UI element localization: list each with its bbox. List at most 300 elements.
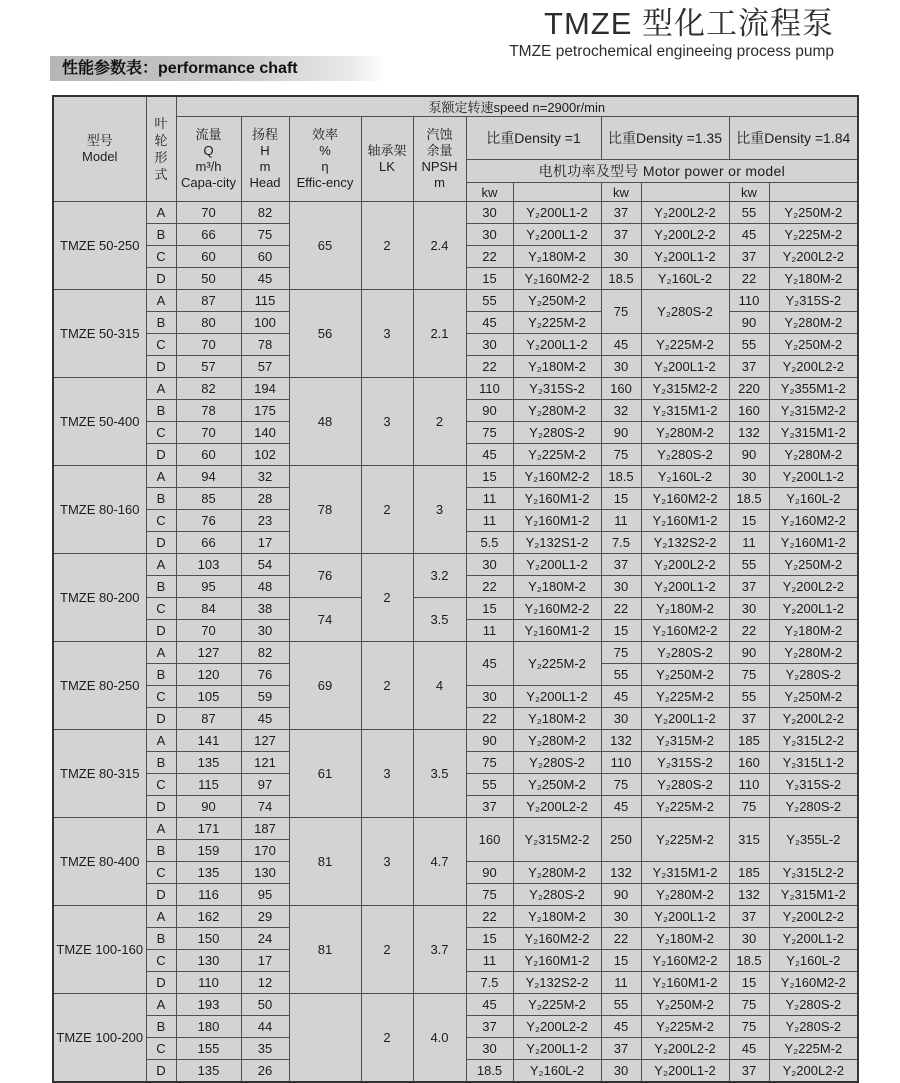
impeller-cell: D (146, 356, 176, 378)
motor-kw-cell: 22 (466, 246, 513, 268)
impeller-cell: C (146, 862, 176, 884)
flow-cell: 70 (176, 334, 241, 356)
motor-kw-cell: 55 (466, 774, 513, 796)
impeller-cell: A (146, 994, 176, 1016)
motor-model-cell: Y₂250M-2 (513, 774, 601, 796)
motor-kw-cell: 18.5 (466, 1060, 513, 1083)
motor-kw-cell: 75 (729, 994, 769, 1016)
impeller-cell: B (146, 400, 176, 422)
impeller-cell: A (146, 290, 176, 312)
motor-model-cell: Y₂315M2-2 (769, 400, 858, 422)
head-cell: 12 (241, 972, 289, 994)
impeller-cell: B (146, 752, 176, 774)
motor-kw-cell: 18.5 (601, 268, 641, 290)
header-rated-speed: 泵额定转速speed n=2900r/min (176, 96, 858, 117)
motor-model-cell: Y₂160L-2 (513, 1060, 601, 1083)
performance-table (52, 95, 859, 1083)
motor-model-cell: Y₂280M-2 (513, 400, 601, 422)
table-row (53, 818, 858, 840)
motor-model-cell: Y₂200L2-2 (641, 202, 729, 224)
impeller-cell: C (146, 1038, 176, 1060)
head-cell: 26 (241, 1060, 289, 1083)
motor-model-cell: Y₂280S-2 (769, 994, 858, 1016)
motor-kw-cell: 22 (729, 268, 769, 290)
flow-cell: 70 (176, 620, 241, 642)
table-row (53, 906, 858, 928)
motor-model-cell: Y₂200L2-2 (513, 796, 601, 818)
impeller-cell: B (146, 1016, 176, 1038)
head-cell: 115 (241, 290, 289, 312)
impeller-cell: A (146, 378, 176, 400)
motor-kw-cell: 11 (601, 510, 641, 532)
motor-model-cell: Y₂315M2-2 (641, 378, 729, 400)
motor-kw-cell: 18.5 (729, 488, 769, 510)
table-row (53, 994, 858, 1016)
head-cell: 45 (241, 268, 289, 290)
head-cell: 82 (241, 202, 289, 224)
flow-cell: 78 (176, 400, 241, 422)
motor-kw-cell: 11 (466, 510, 513, 532)
motor-kw-cell: 30 (466, 334, 513, 356)
head-cell: 194 (241, 378, 289, 400)
motor-model-cell: Y₂160M2-2 (769, 510, 858, 532)
motor-model-cell: Y₂250M-2 (769, 334, 858, 356)
flow-cell: 95 (176, 576, 241, 598)
lk-cell: 3 (361, 290, 413, 378)
lk-cell: 2 (361, 466, 413, 554)
flow-cell: 115 (176, 774, 241, 796)
npsh-cell: 2 (413, 378, 466, 466)
motor-kw-cell: 15 (601, 950, 641, 972)
impeller-cell: C (146, 950, 176, 972)
section-label-zh: 性能参数表： (62, 60, 159, 77)
title-chinese: TMZE 型化工流程泵 (544, 6, 834, 41)
head-cell: 59 (241, 686, 289, 708)
motor-model-cell: Y₂200L1-2 (641, 906, 729, 928)
motor-model-cell: Y₂200L1-2 (641, 576, 729, 598)
flow-cell: 66 (176, 532, 241, 554)
motor-kw-cell: 37 (601, 224, 641, 246)
impeller-cell: C (146, 598, 176, 620)
npsh-cell: 3.5 (413, 730, 466, 818)
motor-kw-cell: 37 (729, 906, 769, 928)
motor-model-cell: Y₂180M-2 (513, 356, 601, 378)
header-head: 扬程 H m Head (241, 117, 289, 202)
motor-kw-cell: 160 (729, 752, 769, 774)
motor-kw-cell: 220 (729, 378, 769, 400)
head-cell: 35 (241, 1038, 289, 1060)
motor-kw-cell: 37 (729, 576, 769, 598)
motor-model-cell: Y₂315S-2 (641, 752, 729, 774)
motor-kw-cell: 30 (466, 1038, 513, 1060)
motor-model-cell: Y₂280M-2 (769, 312, 858, 334)
flow-cell: 141 (176, 730, 241, 752)
motor-model-cell: Y₂280S-2 (769, 1016, 858, 1038)
flow-cell: 70 (176, 202, 241, 224)
motor-kw-cell: 90 (466, 400, 513, 422)
motor-kw-cell: 132 (729, 422, 769, 444)
motor-model-cell: Y₂160M2-2 (513, 466, 601, 488)
eff-cell: 81 (289, 818, 361, 906)
motor-kw-cell: 22 (729, 620, 769, 642)
motor-kw-cell: 15 (466, 268, 513, 290)
motor-model-cell: Y₂200L1-2 (513, 202, 601, 224)
table-row (53, 642, 858, 664)
impeller-cell: C (146, 334, 176, 356)
motor-model-cell: Y₂180M-2 (641, 928, 729, 950)
flow-cell: 66 (176, 224, 241, 246)
impeller-cell: D (146, 972, 176, 994)
table-row (53, 290, 858, 312)
motor-kw-cell: 110 (729, 290, 769, 312)
impeller-cell: D (146, 268, 176, 290)
motor-kw-cell: 15 (729, 510, 769, 532)
motor-kw-cell: 15 (729, 972, 769, 994)
motor-model-cell: Y₂200L1-2 (641, 1060, 729, 1083)
motor-kw-cell: 110 (729, 774, 769, 796)
impeller-cell: D (146, 620, 176, 642)
performance-table-wrapper (52, 95, 859, 1083)
motor-model-cell: Y₂280S-2 (641, 774, 729, 796)
motor-kw-cell: 11 (601, 972, 641, 994)
flow-cell: 130 (176, 950, 241, 972)
head-cell: 45 (241, 708, 289, 730)
motor-model-cell: Y₂160M2-2 (769, 972, 858, 994)
motor-kw-cell: 75 (729, 1016, 769, 1038)
head-cell: 17 (241, 950, 289, 972)
motor-kw-cell: 37 (466, 1016, 513, 1038)
motor-kw-cell: 22 (601, 928, 641, 950)
impeller-cell: D (146, 884, 176, 906)
head-cell: 74 (241, 796, 289, 818)
motor-model-cell: Y₂200L1-2 (513, 224, 601, 246)
motor-model-cell: Y₂132S2-2 (641, 532, 729, 554)
npsh-cell: 3.7 (413, 906, 466, 994)
motor-kw-cell: 30 (601, 906, 641, 928)
motor-kw-cell: 37 (729, 246, 769, 268)
motor-kw-cell: 75 (601, 642, 641, 664)
head-cell: 100 (241, 312, 289, 334)
motor-model-cell: Y₂225M-2 (769, 224, 858, 246)
motor-kw-cell: 30 (601, 246, 641, 268)
eff-cell: 61 (289, 730, 361, 818)
header-model-zh: 型号 (86, 133, 113, 149)
impeller-cell: D (146, 444, 176, 466)
head-cell: 95 (241, 884, 289, 906)
lk-cell: 2 (361, 642, 413, 730)
header-model (53, 96, 146, 202)
lk-cell: 3 (361, 818, 413, 906)
head-cell: 48 (241, 576, 289, 598)
flow-cell: 150 (176, 928, 241, 950)
head-cell: 82 (241, 642, 289, 664)
head-cell: 54 (241, 554, 289, 576)
motor-model-cell: Y₂160M1-2 (641, 972, 729, 994)
motor-model-cell: Y₂160M1-2 (769, 532, 858, 554)
motor-kw-cell: 32 (601, 400, 641, 422)
impeller-cell: D (146, 532, 176, 554)
motor-kw-cell: 30 (601, 576, 641, 598)
motor-model-cell: Y₂200L1-2 (641, 356, 729, 378)
flow-cell: 87 (176, 290, 241, 312)
motor-kw-cell: 30 (729, 928, 769, 950)
motor-model-cell: Y₂200L2-2 (641, 1038, 729, 1060)
motor-model-cell: Y₂315M1-2 (769, 884, 858, 906)
motor-model-cell: Y₂132S2-2 (513, 972, 601, 994)
flow-cell: 159 (176, 840, 241, 862)
motor-kw-cell: 37 (601, 554, 641, 576)
motor-model-cell: Y₂200L1-2 (513, 686, 601, 708)
motor-kw-cell: 45 (601, 1016, 641, 1038)
table-row (53, 202, 858, 224)
motor-kw-cell: 18.5 (601, 466, 641, 488)
impeller-cell: C (146, 774, 176, 796)
table-row (53, 598, 858, 620)
motor-model-cell: Y₂280M-2 (641, 422, 729, 444)
motor-model-cell: Y₂250M-2 (769, 554, 858, 576)
motor-model-cell: Y₂160M1-2 (513, 950, 601, 972)
eff-cell: 56 (289, 290, 361, 378)
head-cell: 50 (241, 994, 289, 1016)
motor-kw-cell: 7.5 (601, 532, 641, 554)
motor-model-cell: Y₂250M-2 (641, 994, 729, 1016)
motor-model-cell: Y₂225M-2 (513, 994, 601, 1016)
motor-model-cell: Y₂200L2-2 (769, 356, 858, 378)
flow-cell: 135 (176, 1060, 241, 1083)
head-cell: 57 (241, 356, 289, 378)
impeller-cell: A (146, 818, 176, 840)
model-cell: TMZE 80-160 (53, 466, 146, 554)
motor-kw-cell: 55 (601, 664, 641, 686)
motor-kw-cell: 15 (601, 488, 641, 510)
motor-model-cell: Y₂200L1-2 (769, 928, 858, 950)
flow-cell: 57 (176, 356, 241, 378)
motor-kw-cell: 90 (729, 312, 769, 334)
title-english: TMZE petrochemical engineeing process pump (509, 42, 834, 60)
model-cell: TMZE 50-400 (53, 378, 146, 466)
section-header (50, 56, 384, 81)
motor-kw-cell: 45 (466, 312, 513, 334)
head-cell: 97 (241, 774, 289, 796)
motor-kw-cell: 75 (601, 290, 641, 334)
motor-model-cell: Y₂315M-2 (641, 730, 729, 752)
npsh-cell: 2.1 (413, 290, 466, 378)
motor-model-cell: Y₂225M-2 (513, 312, 601, 334)
impeller-cell: A (146, 730, 176, 752)
impeller-cell: A (146, 202, 176, 224)
motor-model-cell: Y₂200L1-2 (769, 466, 858, 488)
head-cell: 187 (241, 818, 289, 840)
motor-kw-cell: 37 (729, 1060, 769, 1083)
motor-kw-cell: 15 (466, 598, 513, 620)
impeller-cell: B (146, 928, 176, 950)
motor-kw-cell: 45 (601, 796, 641, 818)
motor-model-cell: Y₂225M-2 (641, 686, 729, 708)
eff-cell: 65 (289, 202, 361, 290)
head-cell: 170 (241, 840, 289, 862)
motor-kw-cell: 30 (466, 202, 513, 224)
motor-model-cell: Y₂315M1-2 (641, 862, 729, 884)
motor-model-cell: Y₂280M-2 (641, 884, 729, 906)
impeller-cell: C (146, 510, 176, 532)
motor-kw-cell: 90 (601, 422, 641, 444)
table-row (53, 730, 858, 752)
motor-model-cell: Y₂160M1-2 (513, 620, 601, 642)
motor-model-cell: Y₂225M-2 (769, 1038, 858, 1060)
model-cell: TMZE 80-200 (53, 554, 146, 642)
model-cell: TMZE 100-200 (53, 994, 146, 1083)
motor-kw-cell: 45 (729, 224, 769, 246)
motor-model-cell: Y₂280S-2 (513, 884, 601, 906)
npsh-cell: 2.4 (413, 202, 466, 290)
motor-kw-cell: 11 (466, 488, 513, 510)
motor-kw-cell: 15 (466, 928, 513, 950)
model-cell: TMZE 50-250 (53, 202, 146, 290)
motor-kw-cell: 250 (601, 818, 641, 862)
motor-model-cell: Y₂180M-2 (769, 620, 858, 642)
eff-cell: 78 (289, 466, 361, 554)
motor-kw-cell: 45 (466, 642, 513, 686)
flow-cell: 180 (176, 1016, 241, 1038)
motor-kw-cell: 15 (466, 466, 513, 488)
motor-kw-cell: 30 (601, 1060, 641, 1083)
motor-model-cell: Y₂315L2-2 (769, 862, 858, 884)
motor-kw-cell: 110 (466, 378, 513, 400)
motor-kw-cell: 185 (729, 862, 769, 884)
lk-cell: 3 (361, 378, 413, 466)
flow-cell: 94 (176, 466, 241, 488)
table-row (53, 378, 858, 400)
header-motor-model-2 (641, 183, 729, 202)
impeller-cell: D (146, 796, 176, 818)
flow-cell: 87 (176, 708, 241, 730)
header-flow: 流量 Q m³/h Capa-city (176, 117, 241, 202)
motor-model-cell: Y₂315M2-2 (513, 818, 601, 862)
motor-model-cell: Y₂160M2-2 (641, 950, 729, 972)
impeller-cell: B (146, 664, 176, 686)
motor-model-cell: Y₂315M1-2 (641, 400, 729, 422)
motor-kw-cell: 30 (466, 554, 513, 576)
motor-model-cell: Y₂180M-2 (769, 268, 858, 290)
page-title (509, 6, 834, 62)
motor-model-cell: Y₂132S1-2 (513, 532, 601, 554)
flow-cell: 76 (176, 510, 241, 532)
motor-kw-cell: 75 (466, 884, 513, 906)
model-cell: TMZE 50-315 (53, 290, 146, 378)
impeller-cell: B (146, 488, 176, 510)
impeller-cell: D (146, 1060, 176, 1083)
motor-kw-cell: 30 (601, 708, 641, 730)
header-density-1-35: 比重Density =1.35 (601, 117, 729, 160)
motor-model-cell: Y₂315S-2 (769, 774, 858, 796)
motor-model-cell: Y₂280S-2 (513, 422, 601, 444)
motor-model-cell: Y₂200L1-2 (513, 334, 601, 356)
motor-model-cell: Y₂315S-2 (769, 290, 858, 312)
impeller-cell: D (146, 708, 176, 730)
motor-kw-cell: 11 (466, 950, 513, 972)
motor-model-cell: Y₂160L-2 (769, 488, 858, 510)
motor-kw-cell: 45 (601, 686, 641, 708)
header-model-en: Model (82, 149, 118, 164)
model-cell: TMZE 100-160 (53, 906, 146, 994)
flow-cell: 162 (176, 906, 241, 928)
motor-kw-cell: 30 (601, 356, 641, 378)
impeller-cell: B (146, 224, 176, 246)
header-efficiency: 效率 % η Effic-ency (289, 117, 361, 202)
motor-model-cell: Y₂180M-2 (513, 708, 601, 730)
motor-model-cell: Y₂355M1-2 (769, 378, 858, 400)
motor-kw-cell: 55 (729, 686, 769, 708)
section-label-en: performance chaft (158, 60, 298, 77)
motor-model-cell: Y₂225M-2 (513, 444, 601, 466)
header-kw-2: kw (601, 183, 641, 202)
motor-model-cell: Y₂160M1-2 (513, 510, 601, 532)
motor-model-cell: Y₂280S-2 (641, 290, 729, 334)
model-cell: TMZE 80-250 (53, 642, 146, 730)
head-cell: 32 (241, 466, 289, 488)
motor-model-cell: Y₂280S-2 (641, 642, 729, 664)
motor-model-cell: Y₂200L1-2 (513, 554, 601, 576)
flow-cell: 60 (176, 246, 241, 268)
motor-kw-cell: 55 (729, 334, 769, 356)
motor-kw-cell: 75 (466, 422, 513, 444)
motor-model-cell: Y₂200L2-2 (641, 224, 729, 246)
flow-cell: 193 (176, 994, 241, 1016)
motor-kw-cell: 30 (729, 598, 769, 620)
motor-kw-cell: 75 (601, 774, 641, 796)
head-cell: 78 (241, 334, 289, 356)
motor-kw-cell: 30 (729, 466, 769, 488)
eff-cell: 81 (289, 906, 361, 994)
motor-model-cell: Y₂200L2-2 (641, 554, 729, 576)
flow-cell: 82 (176, 378, 241, 400)
flow-cell: 50 (176, 268, 241, 290)
motor-kw-cell: 18.5 (729, 950, 769, 972)
head-cell: 29 (241, 906, 289, 928)
table-row (53, 554, 858, 576)
motor-model-cell: Y₂355L-2 (769, 818, 858, 862)
motor-kw-cell: 160 (466, 818, 513, 862)
motor-kw-cell: 90 (466, 730, 513, 752)
motor-kw-cell: 37 (601, 1038, 641, 1060)
head-cell: 121 (241, 752, 289, 774)
header-density-1-84: 比重Density =1.84 (729, 117, 858, 160)
motor-model-cell: Y₂280S-2 (769, 664, 858, 686)
motor-model-cell: Y₂200L1-2 (513, 1038, 601, 1060)
motor-model-cell: Y₂160L-2 (641, 268, 729, 290)
head-cell: 130 (241, 862, 289, 884)
lk-cell: 2 (361, 906, 413, 994)
motor-model-cell: Y₂315L1-2 (769, 752, 858, 774)
motor-model-cell: Y₂225M-2 (641, 818, 729, 862)
flow-cell: 70 (176, 422, 241, 444)
impeller-cell: A (146, 466, 176, 488)
impeller-cell: B (146, 576, 176, 598)
eff-cell: 48 (289, 378, 361, 466)
flow-cell: 127 (176, 642, 241, 664)
npsh-cell: 3.5 (413, 598, 466, 642)
motor-model-cell: Y₂160M1-2 (641, 510, 729, 532)
flow-cell: 80 (176, 312, 241, 334)
head-cell: 23 (241, 510, 289, 532)
flow-cell: 171 (176, 818, 241, 840)
impeller-cell: A (146, 554, 176, 576)
motor-kw-cell: 45 (729, 1038, 769, 1060)
flow-cell: 60 (176, 444, 241, 466)
motor-kw-cell: 37 (729, 356, 769, 378)
motor-model-cell: Y₂280S-2 (513, 752, 601, 774)
head-cell: 38 (241, 598, 289, 620)
